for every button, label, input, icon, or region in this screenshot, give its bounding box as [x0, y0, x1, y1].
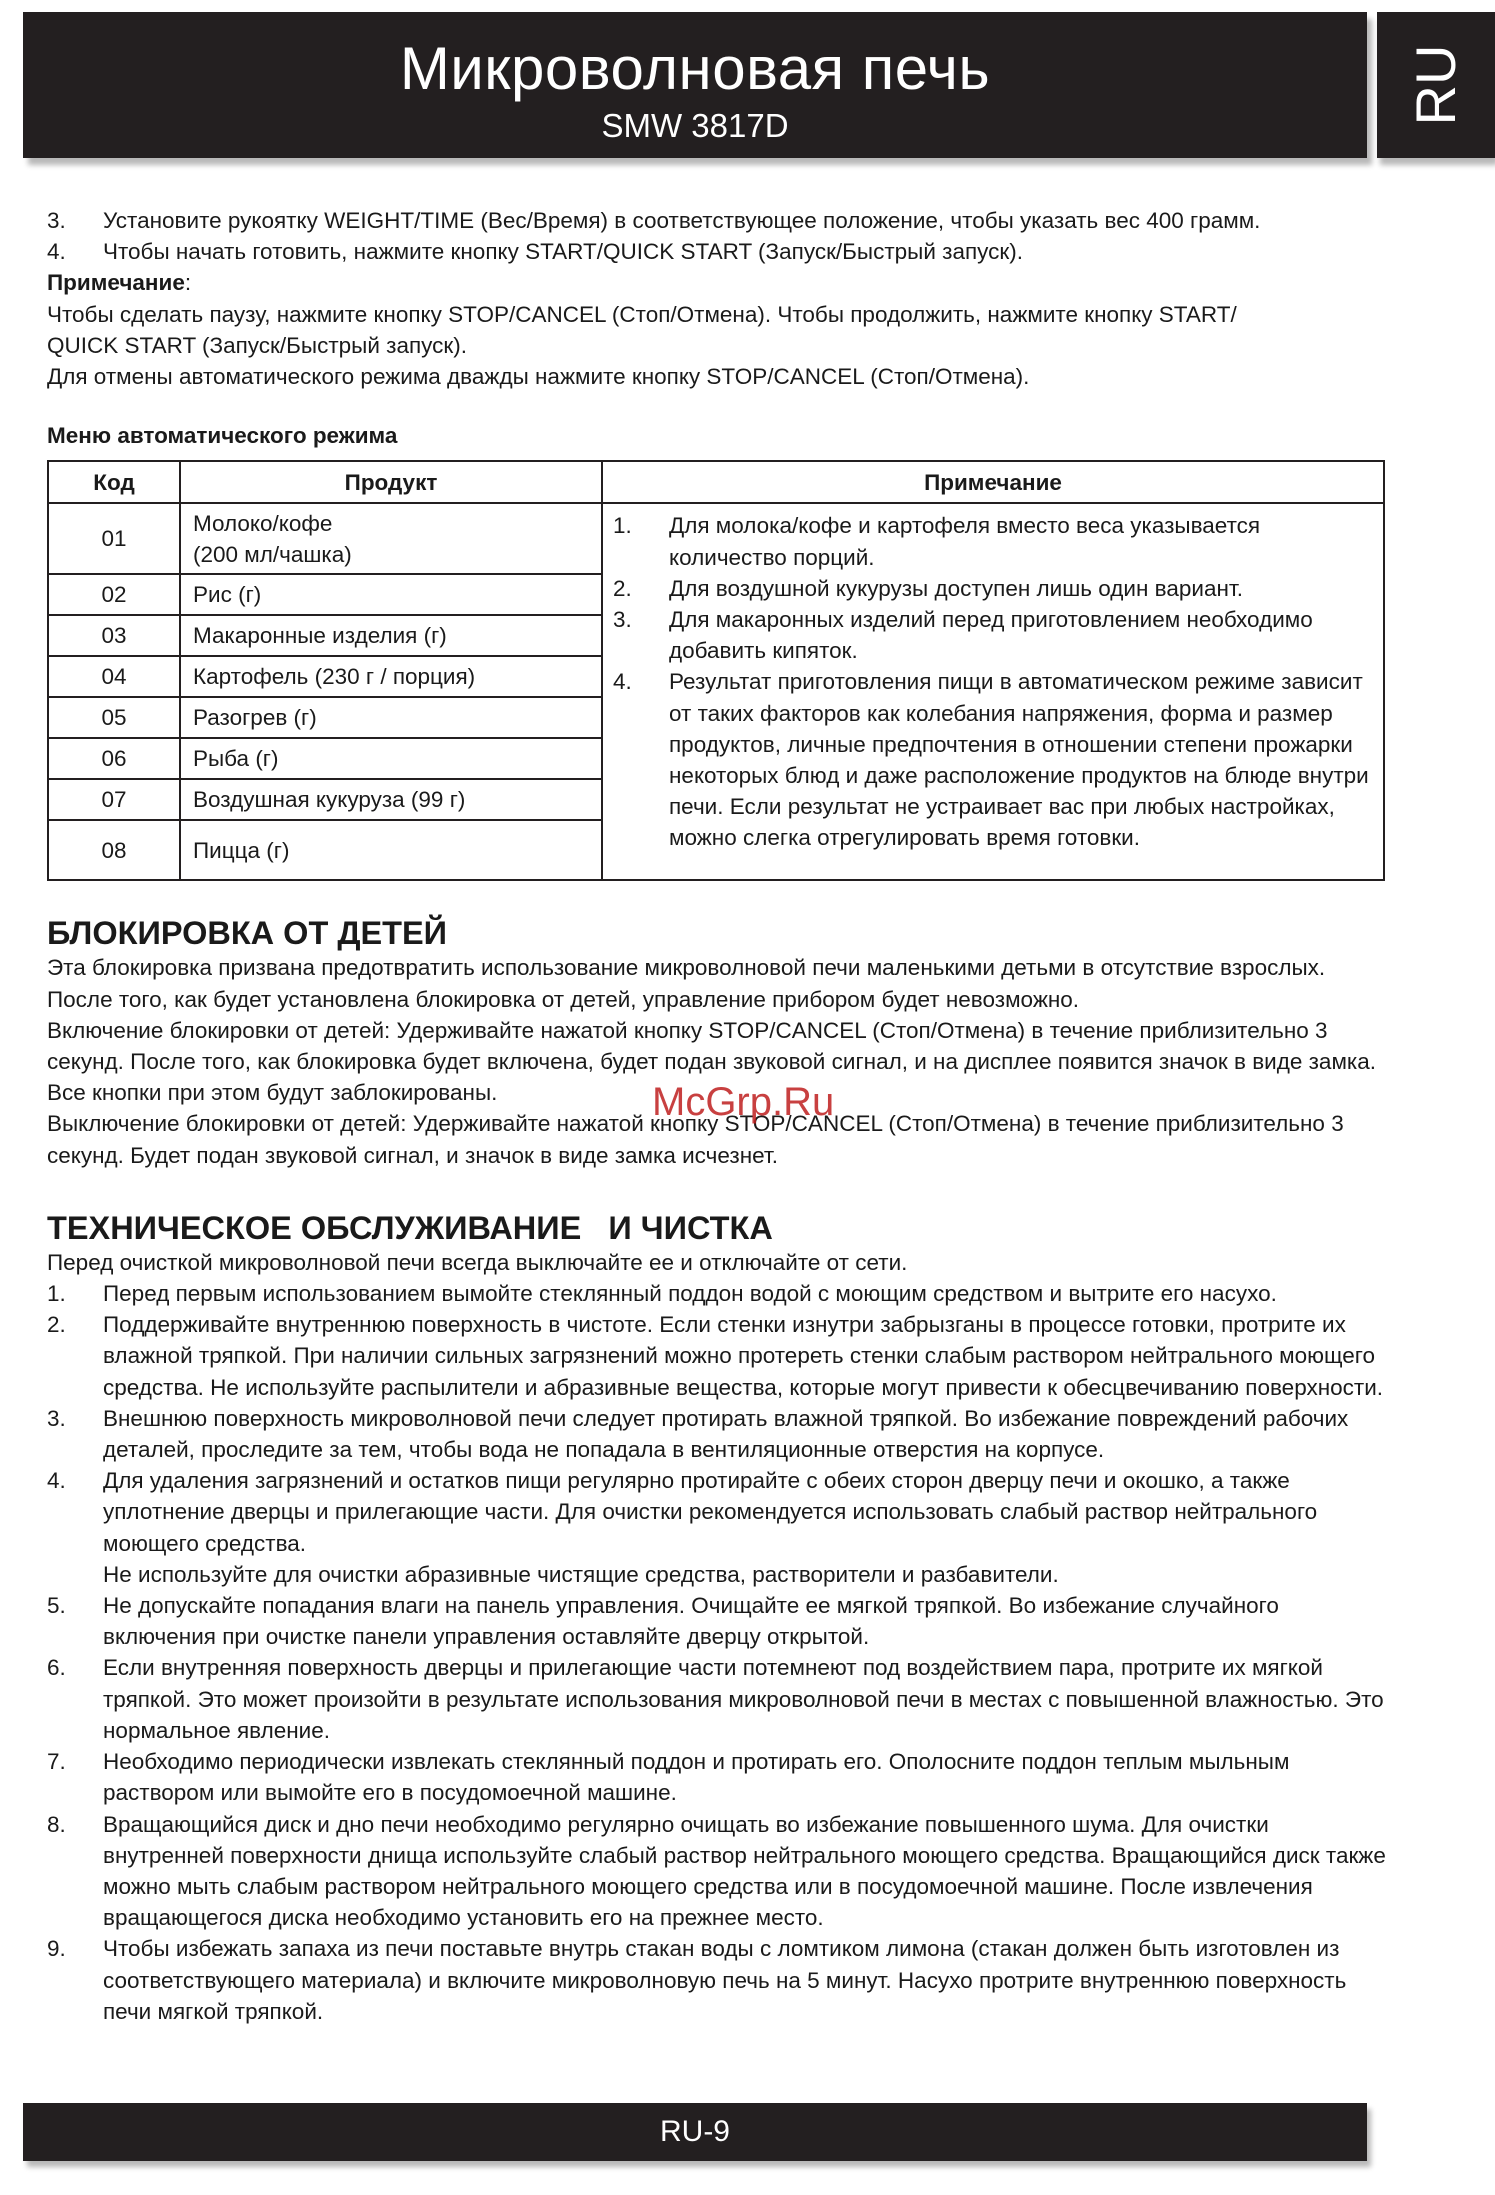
cell-code: 04: [48, 656, 180, 697]
note-item: [613, 510, 1371, 572]
header-code: Код: [48, 461, 180, 503]
cell-code: 06: [48, 738, 180, 779]
list-number: 9.: [47, 1936, 66, 1962]
list-number: 5.: [47, 1593, 66, 1619]
list-text: Установите рукоятку WEIGHT/TIME (Вес/Время) в соответствующее положение, чтобы указать вес 400 грамм.: [103, 208, 1261, 233]
list-text: Внешнюю поверхность микроволновой печи следует протирать влажной тряпкой. Во избежание повреждений рабочих деталей, проследите за тем, чтобы вода не попадала в вентиляционные отверстия на корпусе.: [103, 1405, 1349, 1463]
header-note: Примечание: [602, 461, 1384, 503]
section-heading-maintenance: ТЕХНИЧЕСКОЕ ОБСЛУЖИВАНИЕ И ЧИСТКА: [47, 1209, 773, 1246]
list-number: 3.: [47, 1405, 66, 1431]
list-item: [47, 1309, 1387, 1403]
cell-code: 05: [48, 697, 180, 738]
list-text-extra: Не используйте для очистки абразивные чистящие средства, растворители и разбавители.: [103, 1561, 1059, 1587]
cell-product: Макаронные изделия (г): [180, 615, 602, 656]
cell-product: Картофель (230 г / порция): [180, 656, 602, 697]
note-number: 2.: [613, 575, 632, 601]
list-item: [47, 1652, 1387, 1746]
list-item: [47, 1403, 1387, 1465]
list-number: 7.: [47, 1749, 66, 1775]
paragraph: Эта блокировка призвана предотвратить использование микроволновой печи маленькими детьми в отсутствие взрослых. После того, как будет установлена блокировка от детей, управление прибором будет невозможно.: [47, 955, 1326, 1012]
cell-product: Рыба (г): [180, 738, 602, 779]
table-row: [48, 503, 1384, 574]
list-text: Чтобы избежать запаха из печи поставьте внутрь стакан воды с ломтиком лимона (стакан должен быть изготовлен из соответствующего материала) и включите микроволновую печь на 5 минут. Насухо протрите внутреннюю поверхность печи мягкой тряпкой.: [103, 1936, 1347, 2024]
auto-menu-table: [47, 460, 1385, 881]
note-item: [613, 666, 1371, 853]
list-text: Чтобы начать готовить, нажмите кнопку START/QUICK START (Запуск/Быстрый запуск).: [103, 239, 1024, 265]
cell-product: Рис (г): [180, 574, 602, 615]
cell-product: Пицца (г): [180, 820, 602, 880]
cell-code: 01: [48, 503, 180, 574]
list-item: [47, 236, 1387, 267]
list-number: 4.: [47, 1468, 66, 1494]
list-text: [103, 1465, 1387, 1590]
list-text: Поддерживайте внутреннюю поверхность в чистоте. Если стенки изнутри забрызганы в процессе готовки, протрите их влажной тряпкой. При наличии сильных загрязнений можно протереть стенки слабым раствором нейтрального моющего средства. Не используйте распылители и абразивные вещества, которые могут привести к обесцвечиванию поверхности.: [103, 1312, 1384, 1400]
note-colon: :: [184, 270, 192, 296]
product-line: Молоко/кофе: [193, 510, 333, 536]
section-heading-child-lock: БЛОКИРОВКА ОТ ДЕТЕЙ: [47, 915, 448, 952]
cell-code: 07: [48, 779, 180, 820]
paragraph: Выключение блокировки от детей: Удерживайте нажатой кнопку STOP/CANCEL (Стоп/Отмена) в течение приблизительно 3 секунд. Будет подан звуковой сигнал, и значок в виде замка исчезнет.: [47, 1111, 1344, 1168]
paragraph: Включение блокировки от детей: Удерживайте нажатой кнопку STOP/CANCEL (Стоп/Отмена) в течение приблизительно 3 секунд. После того, как блокировка будет включена, будет подан звуковой сигнал, и на дисплее появится значок в виде замка. Все кнопки при этом будут заблокированы.: [47, 1017, 1377, 1106]
note-number: 1.: [613, 513, 632, 539]
note-item: [613, 604, 1371, 666]
table-header-row: [48, 461, 1384, 503]
note-line: Чтобы сделать паузу, нажмите кнопку STOP/CANCEL (Стоп/Отмена). Чтобы продолжить, нажмите кнопку START/: [47, 301, 1237, 327]
paragraph: Перед очисткой микроволновой печи всегда выключайте ее и отключайте от сети.: [47, 1249, 908, 1275]
language-label: RU: [1404, 44, 1467, 126]
page-title: Микроволновая печь: [399, 35, 991, 102]
list-item: [47, 1590, 1387, 1652]
note-line: Для отмены автоматического режима дважды нажмите кнопку STOP/CANCEL (Стоп/Отмена).: [47, 364, 1030, 390]
list-item: [47, 1465, 1387, 1590]
list-number: 2.: [47, 1312, 66, 1338]
list-text: Вращающийся диск и дно печи необходимо регулярно очищать во избежание повышенного шума. Для очистки внутренней поверхности днища используйте слабый раствор нейтрального моющего средства. Вращающийся диск также можно мыть слабым раствором нейтрального моющего средства или в посудомоечной машине. После извлечения вращающегося диска необходимо установить его на прежнее место.: [103, 1811, 1386, 1931]
note-text: Для воздушной кукурузы доступен лишь один вариант.: [669, 575, 1243, 601]
cell-notes: [602, 503, 1384, 880]
note-number: 3.: [613, 607, 632, 633]
cell-product: [180, 503, 602, 574]
list-text: Перед первым использованием вымойте стеклянный поддон водой с моющим средством и вытрите его насухо.: [103, 1281, 1277, 1307]
language-tab: [1377, 12, 1495, 158]
cell-product: Разогрев (г): [180, 697, 602, 738]
cell-code: 08: [48, 820, 180, 880]
list-number: 1.: [47, 1281, 66, 1307]
list-text: Не допускайте попадания влаги на панель управления. Очищайте ее мягкой тряпкой. Во избежание случайного включения при очистке панели управления оставляйте дверцу открытой.: [103, 1593, 1279, 1650]
note-item: [613, 573, 1371, 604]
list-number: 6.: [47, 1655, 66, 1681]
list-item: [47, 1933, 1387, 2027]
header-product: Продукт: [180, 461, 602, 503]
list-item: [47, 205, 1387, 236]
list-item: [47, 1809, 1387, 1934]
list-number: 3.: [47, 208, 66, 233]
cell-product: Воздушная кукуруза (99 г): [180, 779, 602, 820]
list-item: [47, 1278, 1387, 1309]
list-number: 4.: [47, 239, 66, 265]
note-text: Для молока/кофе и картофеля вместо веса указывается количество порций.: [669, 513, 1261, 570]
list-text-main: Для удаления загрязнений и остатков пищи регулярно протирайте с обеих сторон дверцу печи и окошко, а также уплотнение дверцы и прилегающие части. Для очистки рекомендуется использовать слабый раствор нейтрального моющего средства.: [103, 1468, 1318, 1556]
model-number: SMW 3817D: [601, 107, 789, 144]
note-heading: [47, 267, 1387, 298]
cell-code: 03: [48, 615, 180, 656]
footer-bar: [23, 2103, 1367, 2161]
list-number: 8.: [47, 1811, 66, 1837]
note-text: Результат приготовления пищи в автоматическом режиме зависит от таких факторов как колебания напряжения, форма и размер продуктов, личные предпочтения в отношении степени прожарки некоторых блюд и даже расположение продуктов на блюде внутри печи. Если результат не устраивает вас при любых настройках, можно слегка отрегулировать время готовки.: [669, 669, 1369, 851]
cell-code: 02: [48, 574, 180, 615]
note-number: 4.: [613, 669, 632, 695]
product-line: (200 мл/чашка): [193, 541, 352, 567]
watermark: McGrp.Ru: [652, 1080, 835, 1124]
list-text: Необходимо периодически извлекать стеклянный поддон и протирать его. Ополосните поддон теплым мыльным раствором или вымойте его в посудомоечной машине.: [103, 1749, 1290, 1806]
list-text: Если внутренняя поверхность дверцы и прилегающие части потемнеют под воздействием пара, протрите их мягкой тряпкой. Это может произойти в результате использования микроволновой печи в местах с повышенной влажностью. Это нормальное явление.: [103, 1655, 1384, 1743]
list-item: [47, 1746, 1387, 1808]
page-number: RU-9: [659, 2115, 730, 2148]
note-line: QUICK START (Запуск/Быстрый запуск).: [47, 332, 467, 358]
header-bar: [23, 12, 1367, 158]
note-text: Для макаронных изделий перед приготовлением необходимо добавить кипяток.: [669, 607, 1313, 664]
note-label: Примечание: [47, 270, 185, 296]
table-title: Меню автоматического режима: [47, 423, 398, 449]
